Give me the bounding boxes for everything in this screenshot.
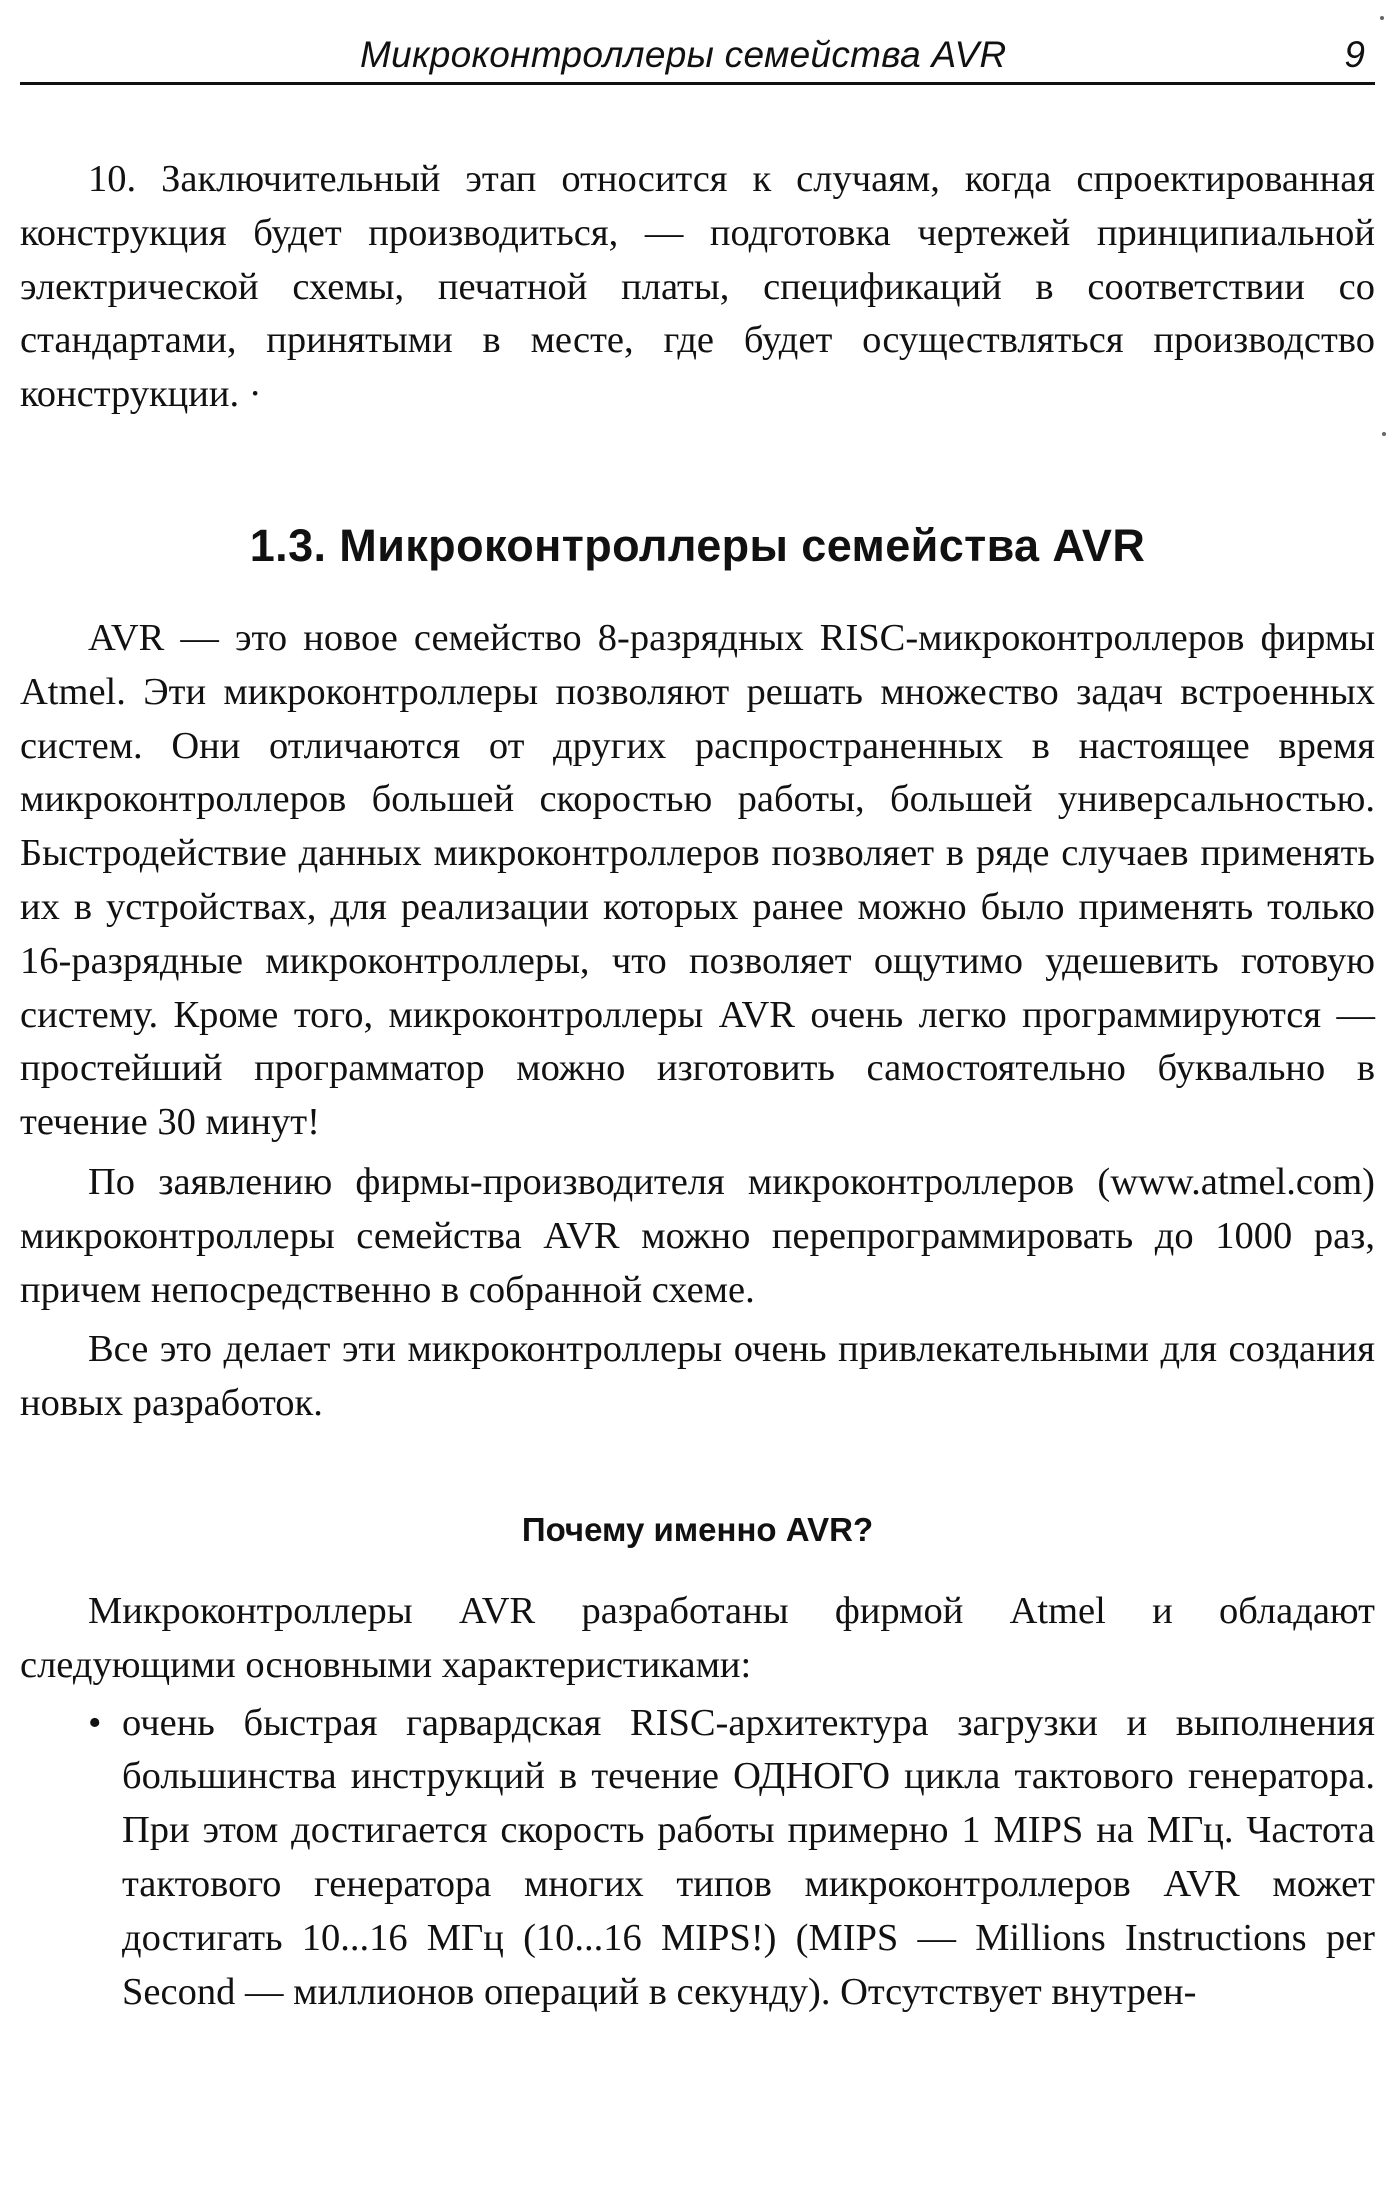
running-title: Микроконтроллеры семейства AVR (360, 34, 1007, 75)
list-item (20, 1697, 1375, 2020)
scan-speck (1382, 432, 1386, 436)
paragraph-reprogramming: По заявлению фирмы-производителя микроконтроллеров (www.atmel.com) микроконтроллеры семейства AVR можно перепрограммировать до 1000 раз, причем непосредственно в собранной схеме. (20, 1160, 1375, 1311)
book-page (20, 20, 1375, 2019)
section-heading: 1.3. Микроконтроллеры семейства AVR (249, 519, 1146, 571)
running-header (20, 20, 1375, 85)
paragraph-final-stage: 10. Заключительный этап относится к случаям, когда спроектированная конструкция будет производиться, — подготовка чертежей принципиальной электрической схемы, печатной платы, спецификаций в соответствии со стандартами, принятыми в месте, где будет осуществляться производство конструкции. · (20, 158, 1375, 416)
bullet-icon: • (88, 1701, 102, 1744)
paragraph-avr-intro: AVR — это новое семейство 8-разрядных RISC-микроконтроллеров фирмы Atmel. Эти микроконтроллеры позволяют решать множество задач встроенных систем. Они отличаются от других распространенных в настоящее время микроконтроллеров большей скоростью работы, большей универсальностью. Быстродействие данных микроконтроллеров позволяет в ряде случаев применять их в устройствах, для реализации которых ранее можно было применять только 16-разрядные микроконтроллеры, что позволяет ощутимо удешевить готовую систему. Кроме того, микроконтроллеры AVR очень легко программируются — простейший программатор можно изготовить самостоятельно буквально в течение 30 минут! (20, 616, 1375, 1144)
page-number: 9 (1344, 34, 1365, 75)
paragraph-attractive: Все это делает эти микроконтроллеры очень привлекательными для создания новых разработок. (20, 1328, 1375, 1425)
subsection-heading: Почему именно AVR? (521, 1510, 874, 1548)
scan-speck (1380, 16, 1384, 20)
paragraph-characteristics-intro: Микроконтроллеры AVR разработаны фирмой Atmel и обладают следующими основными характеристиками: (20, 1589, 1375, 1686)
list-item-text: очень быстрая гарвардская RISC-архитектура загрузки и выполнения большинства инструкций в течение ОДНОГО цикла тактового генератора. При этом достигается скорость работы примерно 1 MIPS на МГц. Частота тактового генератора многих типов микроконтроллеров AVR может достигать 10...16 МГц (10...16 MIPS!) (MIPS — Millions Instructions per Second — миллионов операций в секунду). Отсутствует внутрен- (122, 1701, 1375, 2013)
characteristics-list (20, 1697, 1375, 2020)
